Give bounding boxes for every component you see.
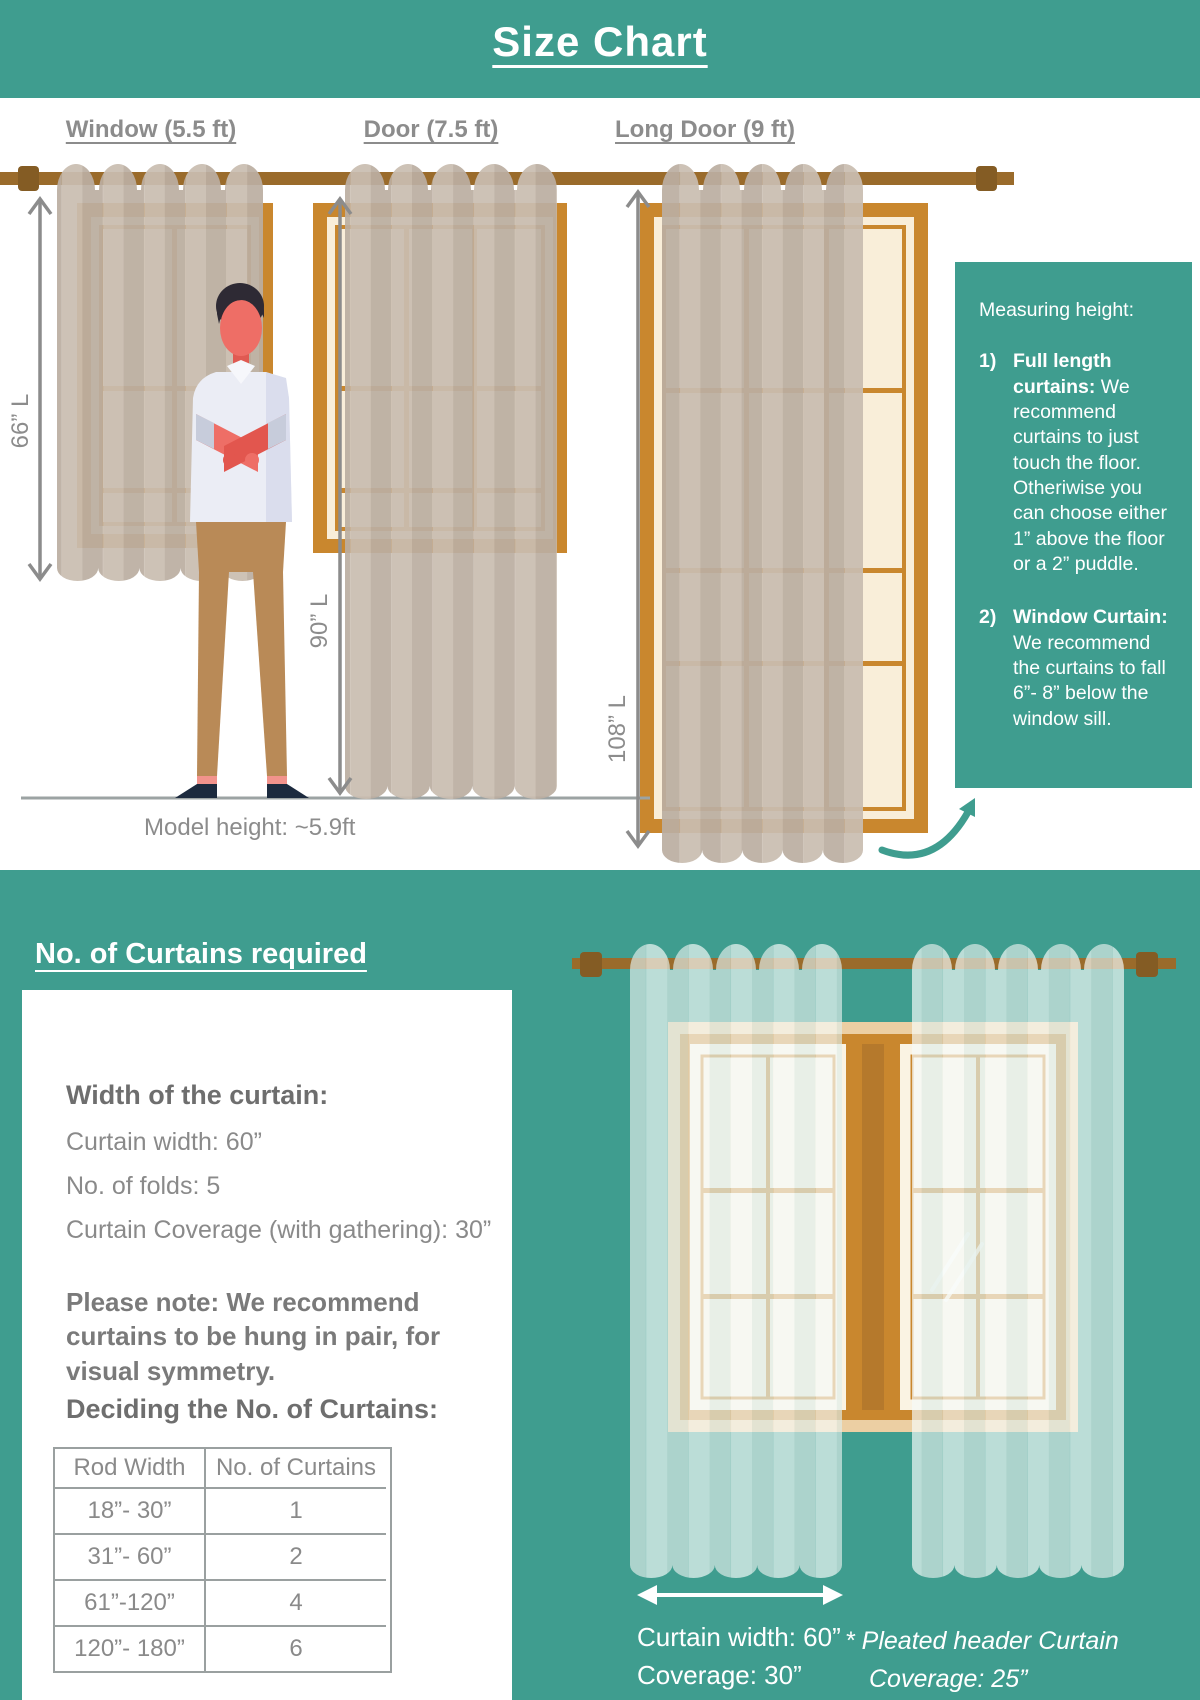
section-heading: No. of Curtains required xyxy=(35,938,367,970)
person-face xyxy=(220,300,262,356)
measuring-height-box xyxy=(955,262,1192,788)
label-door: Door (7.5 ft) xyxy=(363,116,499,143)
person-leg xyxy=(253,572,287,776)
person-sock xyxy=(267,776,287,785)
item-number: 1) xyxy=(979,350,997,373)
folds-line: No. of folds: 5 xyxy=(66,1172,221,1200)
person-shoe xyxy=(267,784,309,798)
curtain-width-line2: Coverage: 30” xyxy=(637,1660,802,1690)
person-shoe xyxy=(175,784,217,798)
table-cell: 4 xyxy=(204,1579,386,1625)
length-label-90: 90” L xyxy=(306,593,333,649)
item-text xyxy=(1013,349,1174,577)
length-label-108: 108” L xyxy=(604,694,631,764)
curtain-count-table xyxy=(53,1447,392,1673)
item-bold-lead: Full length curtains: xyxy=(1013,350,1112,398)
page-title: Size Chart xyxy=(492,18,708,65)
pair-note: Please note: We recommend curtains to be hung in pair, for visual symmetry. xyxy=(66,1287,441,1386)
pleated-note-line1: * Pleated header Curtain xyxy=(845,1627,1119,1655)
table-header-rod-width: Rod Width xyxy=(73,1454,186,1481)
person-hips xyxy=(196,522,286,572)
curtain-width-line1: Curtain width: 60” xyxy=(637,1622,841,1652)
curtain-width-line: Curtain width: 60” xyxy=(66,1128,262,1156)
person-hand xyxy=(223,453,237,467)
person-hand xyxy=(245,453,259,467)
measuring-box-title: Measuring height: xyxy=(979,299,1135,321)
model-height-label: Model height: ~5.9ft xyxy=(144,814,356,841)
length-label-66: 66” L xyxy=(7,393,34,449)
window-center-post xyxy=(862,1044,884,1410)
label-window: Window (5.5 ft) xyxy=(65,116,237,143)
table-cell: 61”-120” xyxy=(55,1579,204,1625)
curtain-width-arrow xyxy=(637,1585,843,1605)
item-bold-lead: Window Curtain: xyxy=(1013,606,1168,629)
paired-curtains-illustration xyxy=(540,870,1200,1700)
header-banner xyxy=(0,0,1200,98)
measuring-box-item-2 xyxy=(979,605,1174,732)
rod-end-cap xyxy=(18,166,39,191)
label-long-door: Long Door (9 ft) xyxy=(615,116,795,143)
item-number: 2) xyxy=(979,606,997,629)
measuring-box-item-1 xyxy=(979,349,1174,577)
item-text xyxy=(1013,605,1174,732)
table-cell: 6 xyxy=(204,1625,386,1671)
rod-end-cap xyxy=(976,166,997,191)
person-sock xyxy=(197,776,217,785)
width-heading: Width of the curtain: xyxy=(66,1080,329,1110)
curtain-90in xyxy=(345,164,557,799)
rod-end-cap xyxy=(580,952,602,977)
pleated-note-label xyxy=(845,1622,1119,1698)
sheer-curtain-right xyxy=(912,944,1124,1578)
coverage-line: Curtain Coverage (with gathering): 30” xyxy=(66,1216,492,1244)
item-body: We recommend curtains to just touch the floor. Otheriwise you can choose either 1” above the floor or a 2” puddle. xyxy=(1013,375,1167,576)
table-cell: 18”- 30” xyxy=(55,1487,204,1533)
rod-end-cap xyxy=(1136,952,1158,977)
sheer-curtain-left xyxy=(630,944,842,1578)
table-cell: 120”- 180” xyxy=(55,1625,204,1671)
pleated-note-line2: Coverage: 25” xyxy=(869,1665,1028,1693)
table-cell: 1 xyxy=(204,1487,386,1533)
table-cell: 31”- 60” xyxy=(55,1533,204,1579)
table-cell: 2 xyxy=(204,1533,386,1579)
item-body: We recommend the curtains to fall 6”- 8” below the window sill. xyxy=(1013,631,1166,730)
person-leg xyxy=(197,572,229,776)
curtain-108in xyxy=(662,164,863,863)
curtain-info-card xyxy=(22,990,512,1700)
table-header-count: No. of Curtains xyxy=(204,1449,386,1487)
table-heading: Deciding the No. of Curtains: xyxy=(66,1394,439,1424)
curtain-width-label xyxy=(637,1618,841,1694)
